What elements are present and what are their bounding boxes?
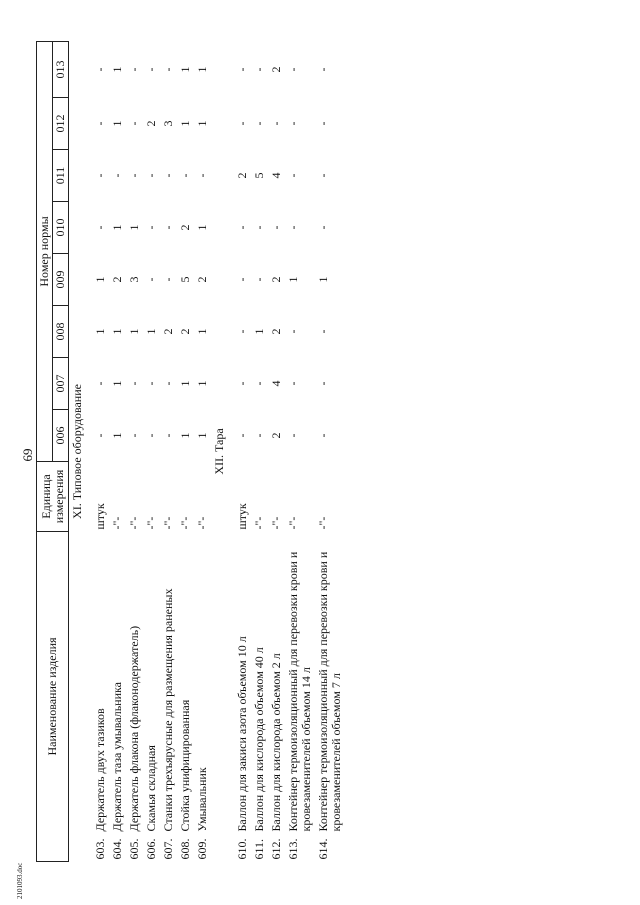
norm-value-cell: 1 (127, 224, 141, 231)
norm-value-cell: 1 (195, 432, 209, 439)
table-row (285, 41, 315, 861)
norm-value-cell: - (316, 225, 330, 230)
item-name: Держатель флакона (флаконодержатель) (127, 625, 141, 832)
norm-value-cell: - (144, 433, 158, 438)
norm-value-cell: 1 (178, 120, 192, 127)
norm-value-cell: 1 (93, 328, 107, 335)
norm-value-cell: 1 (110, 224, 124, 231)
norm-value-cell: - (286, 433, 300, 438)
header-unit-col (37, 461, 69, 531)
norm-value-cell: - (127, 121, 141, 126)
norm-value-cell: - (286, 173, 300, 178)
norm-value-cell: 1 (195, 66, 209, 73)
norm-value-cell: - (235, 329, 249, 334)
unit-cell: -"- (127, 516, 141, 530)
norm-value-cell: - (235, 67, 249, 72)
norm-value-cell: 1 (252, 328, 266, 335)
norm-value-cell: 1 (127, 328, 141, 335)
row-number: 608. (178, 838, 192, 860)
norm-value-cell: 1 (110, 66, 124, 73)
norm-value-cell: - (286, 121, 300, 126)
unit-cell: штук (235, 503, 249, 530)
norm-value-cell: 1 (195, 224, 209, 231)
norm-value-cell: 4 (269, 172, 283, 179)
header-norm-col: 007 (53, 357, 69, 409)
norm-value-cell: 1 (178, 380, 192, 387)
norm-value-cell: - (93, 381, 107, 386)
norm-value-cell: 2 (144, 120, 158, 127)
norm-value-cell: 1 (178, 432, 192, 439)
unit-cell: штук (93, 503, 107, 530)
unit-cell: -"- (178, 516, 192, 530)
item-name: Скамья складная (144, 745, 158, 832)
header-norm-col: 011 (53, 149, 69, 201)
header-name-col: Наименование изделия (37, 531, 69, 861)
norm-value-cell: - (286, 225, 300, 230)
item-name: Контейнер термоизоляционный для перевозки крови и кровезаменителей объемом 14 л (286, 551, 313, 832)
norm-value-cell: - (93, 121, 107, 126)
table-row (315, 41, 345, 861)
page-number: 69 (20, 448, 35, 462)
norm-value-cell: 3 (127, 276, 141, 283)
norm-value-cell: - (286, 329, 300, 334)
norm-value-cell: - (316, 121, 330, 126)
header-unit-line1: Единица (38, 474, 53, 519)
norm-value-cell: - (93, 173, 107, 178)
norm-value-cell: - (178, 173, 192, 178)
norm-value-cell: - (161, 277, 175, 282)
section-header-row (211, 41, 228, 861)
norm-value-cell: 2 (178, 328, 192, 335)
norm-value-cell: - (144, 67, 158, 72)
unit-cell: -"- (252, 516, 266, 530)
section-header-row (69, 41, 87, 861)
norm-value-cell: 2 (235, 172, 249, 179)
item-name: Умывальник (195, 767, 209, 832)
norm-value-cell: - (144, 225, 158, 230)
header-norm-col: 008 (53, 305, 69, 357)
norm-value-cell: - (161, 225, 175, 230)
norm-value-cell: - (93, 433, 107, 438)
norm-value-cell: - (269, 121, 283, 126)
norm-value-cell: - (144, 381, 158, 386)
norm-value-cell: 2 (178, 224, 192, 231)
norm-value-cell: 1 (286, 276, 300, 283)
norm-value-cell: - (161, 67, 175, 72)
norm-value-cell: - (110, 173, 124, 178)
norm-value-cell: 1 (316, 276, 330, 283)
norm-value-cell: 1 (144, 328, 158, 335)
norm-value-cell: 2 (269, 66, 283, 73)
header-norm-group: Номер нормы (37, 41, 53, 461)
header-norm-col: 009 (53, 253, 69, 305)
norm-value-cell: 1 (195, 328, 209, 335)
item-name: Баллон для кислорода объемом 2 л (269, 653, 283, 832)
header-norm-col: 010 (53, 201, 69, 253)
table-body (69, 41, 346, 861)
table-row (194, 41, 211, 861)
norm-value-cell: - (252, 277, 266, 282)
row-number: 605. (127, 838, 141, 860)
norm-value-cell: - (235, 225, 249, 230)
norm-value-cell: - (316, 433, 330, 438)
row-number: 613. (286, 838, 300, 860)
norm-value-cell: - (316, 329, 330, 334)
norm-value-cell: 1 (110, 120, 124, 127)
norm-value-cell: 1 (195, 120, 209, 127)
table-row (126, 41, 143, 861)
item-name: Держатель таза умывальника (110, 682, 124, 832)
norm-value-cell: 1 (110, 432, 124, 439)
norm-value-cell: - (252, 433, 266, 438)
unit-cell: -"- (161, 516, 175, 530)
section-title: XII. Тара (212, 428, 226, 475)
footer-filename: 2101093.doc (16, 862, 24, 899)
norm-value-cell: - (252, 67, 266, 72)
item-name: Баллон для закиси азота объемом 10 л (235, 636, 249, 832)
norm-value-cell: 4 (269, 380, 283, 387)
norm-value-cell: - (252, 381, 266, 386)
table-row (86, 41, 109, 861)
norm-value-cell: 1 (110, 380, 124, 387)
norm-value-cell: - (286, 381, 300, 386)
table-row (109, 41, 126, 861)
norm-value-cell: - (195, 173, 209, 178)
table-row (143, 41, 160, 861)
unit-cell: -"- (286, 516, 300, 530)
header-norm-col: 013 (53, 41, 69, 97)
item-name: Станки трехъярусные для размещения раненых (161, 588, 175, 832)
table-row (268, 41, 285, 861)
table-row (251, 41, 268, 861)
norm-value-cell: 1 (93, 276, 107, 283)
norm-value-cell: - (252, 225, 266, 230)
norm-value-cell: - (127, 433, 141, 438)
table-row (160, 41, 177, 861)
norm-value-cell: - (316, 381, 330, 386)
norm-value-cell: - (161, 381, 175, 386)
norm-value-cell: - (235, 433, 249, 438)
table-row (228, 41, 251, 861)
norm-value-cell: - (269, 225, 283, 230)
norm-value-cell: - (235, 121, 249, 126)
row-number: 609. (195, 838, 209, 860)
norm-value-cell: - (235, 381, 249, 386)
norm-value-cell: 1 (195, 380, 209, 387)
row-number: 606. (144, 838, 158, 860)
row-number: 607. (161, 838, 175, 860)
norm-value-cell: 1 (110, 328, 124, 335)
row-number: 612. (269, 838, 283, 860)
norm-value-cell: 2 (110, 276, 124, 283)
table-row (177, 41, 194, 861)
unit-cell: -"- (144, 516, 158, 530)
norm-value-cell: - (127, 173, 141, 178)
row-number: 610. (235, 838, 249, 860)
unit-cell: -"- (316, 516, 330, 530)
item-name: Контейнер термоизоляционный для перевозки крови и кровезаменителей объемом 7 л (316, 551, 343, 832)
norm-value-cell: 2 (269, 432, 283, 439)
row-number: 611. (252, 838, 266, 860)
row-number: 604. (110, 838, 124, 860)
norms-table (36, 41, 345, 862)
norm-value-cell: 3 (161, 120, 175, 127)
norm-value-cell: - (127, 381, 141, 386)
unit-cell: -"- (195, 516, 209, 530)
unit-cell: -"- (269, 516, 283, 530)
row-number: 603. (93, 838, 107, 860)
norm-value-cell: 1 (178, 66, 192, 73)
norm-value-cell: - (161, 433, 175, 438)
item-name: Держатель двух тазиков (93, 708, 107, 832)
header-unit-line2: измерения (51, 469, 66, 524)
norm-value-cell: - (235, 277, 249, 282)
norm-value-cell: 2 (161, 328, 175, 335)
row-number: 614. (316, 838, 330, 860)
item-name: Стойка унифицированная (178, 699, 192, 832)
norm-value-cell: - (252, 121, 266, 126)
norm-value-cell: - (144, 173, 158, 178)
norm-value-cell: - (93, 67, 107, 72)
norm-value-cell: - (316, 173, 330, 178)
norm-value-cell: - (161, 173, 175, 178)
norm-value-cell: 2 (269, 328, 283, 335)
section-title: XI. Типовое оборудование (70, 384, 84, 519)
header-norm-col: 012 (53, 97, 69, 149)
norm-value-cell: 2 (195, 276, 209, 283)
item-name: Баллон для кислорода объемом 40 л (252, 647, 266, 832)
norm-value-cell: - (286, 67, 300, 72)
header-norm-col: 006 (53, 409, 69, 461)
norm-value-cell: 2 (269, 276, 283, 283)
norm-value-cell: - (316, 67, 330, 72)
unit-cell: -"- (110, 516, 124, 530)
norm-value-cell: - (144, 277, 158, 282)
norm-value-cell: 5 (252, 172, 266, 179)
norm-value-cell: - (93, 225, 107, 230)
norm-value-cell: 5 (178, 276, 192, 283)
norm-value-cell: - (127, 67, 141, 72)
